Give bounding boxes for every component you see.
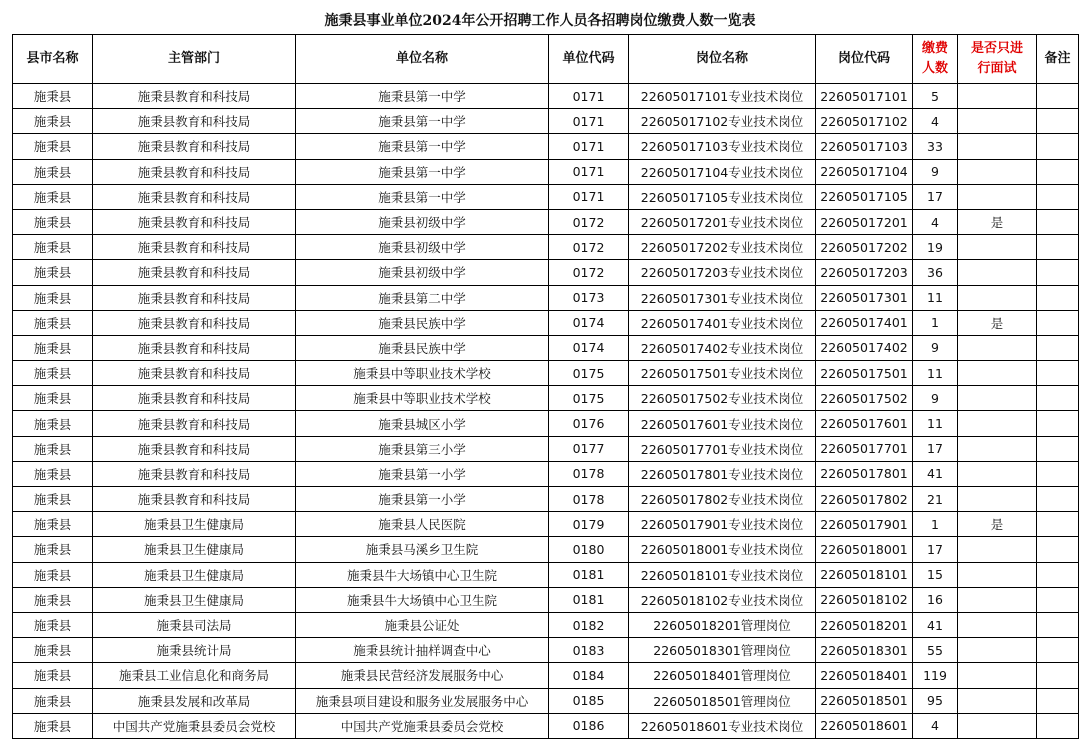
table-row xyxy=(13,235,1079,260)
cell-remarks xyxy=(1037,134,1079,159)
cell-county: 施秉县 xyxy=(13,487,93,512)
cell-county: 施秉县 xyxy=(13,663,93,688)
cell-unit-name: 施秉县中等职业技术学校 xyxy=(296,386,549,411)
cell-post-name: 22605017103专业技术岗位 xyxy=(629,134,816,159)
cell-department: 施秉县教育和科技局 xyxy=(93,209,296,234)
cell-interview-only xyxy=(958,713,1037,738)
header-department: 主管部门 xyxy=(93,35,296,84)
cell-county: 施秉县 xyxy=(13,109,93,134)
cell-county: 施秉县 xyxy=(13,411,93,436)
cell-post-name: 22605018401管理岗位 xyxy=(629,663,816,688)
cell-paid-count: 41 xyxy=(913,612,958,637)
cell-post-name: 22605017101专业技术岗位 xyxy=(629,84,816,109)
cell-interview-only xyxy=(958,612,1037,637)
cell-remarks xyxy=(1037,361,1079,386)
cell-remarks xyxy=(1037,713,1079,738)
cell-department: 施秉县卫生健康局 xyxy=(93,512,296,537)
table-row xyxy=(13,209,1079,234)
cell-interview-only xyxy=(958,487,1037,512)
cell-unit-name: 施秉县第一中学 xyxy=(296,184,549,209)
table-row xyxy=(13,109,1079,134)
cell-post-code: 22605018201 xyxy=(816,612,913,637)
cell-county: 施秉县 xyxy=(13,84,93,109)
cell-paid-count: 21 xyxy=(913,487,958,512)
cell-department: 施秉县教育和科技局 xyxy=(93,487,296,512)
cell-remarks xyxy=(1037,235,1079,260)
cell-post-code: 22605017402 xyxy=(816,335,913,360)
cell-unit-name: 施秉县初级中学 xyxy=(296,260,549,285)
cell-interview-only xyxy=(958,436,1037,461)
cell-interview-only: 是 xyxy=(958,310,1037,335)
cell-paid-count: 9 xyxy=(913,159,958,184)
cell-county: 施秉县 xyxy=(13,159,93,184)
cell-county: 施秉县 xyxy=(13,612,93,637)
cell-remarks xyxy=(1037,109,1079,134)
cell-interview-only xyxy=(958,361,1037,386)
table-row xyxy=(13,184,1079,209)
table-row xyxy=(13,587,1079,612)
table-row xyxy=(13,84,1079,109)
cell-county: 施秉县 xyxy=(13,285,93,310)
cell-department: 施秉县工业信息化和商务局 xyxy=(93,663,296,688)
cell-paid-count: 17 xyxy=(913,537,958,562)
cell-department: 施秉县发展和改革局 xyxy=(93,688,296,713)
table-row xyxy=(13,285,1079,310)
cell-department: 施秉县教育和科技局 xyxy=(93,134,296,159)
cell-interview-only xyxy=(958,235,1037,260)
cell-paid-count: 41 xyxy=(913,461,958,486)
cell-unit-code: 0171 xyxy=(549,84,629,109)
cell-post-name: 22605017202专业技术岗位 xyxy=(629,235,816,260)
cell-remarks xyxy=(1037,512,1079,537)
table-row xyxy=(13,260,1079,285)
cell-interview-only xyxy=(958,411,1037,436)
cell-post-code: 22605017201 xyxy=(816,209,913,234)
cell-unit-name: 施秉县初级中学 xyxy=(296,209,549,234)
cell-department: 施秉县教育和科技局 xyxy=(93,260,296,285)
cell-post-name: 22605018601专业技术岗位 xyxy=(629,713,816,738)
cell-remarks xyxy=(1037,562,1079,587)
cell-unit-name: 施秉县公证处 xyxy=(296,612,549,637)
cell-post-name: 22605017801专业技术岗位 xyxy=(629,461,816,486)
cell-unit-code: 0173 xyxy=(549,285,629,310)
table-row xyxy=(13,487,1079,512)
cell-post-code: 22605018101 xyxy=(816,562,913,587)
cell-interview-only xyxy=(958,109,1037,134)
cell-remarks xyxy=(1037,285,1079,310)
cell-unit-code: 0182 xyxy=(549,612,629,637)
cell-post-code: 22605017102 xyxy=(816,109,913,134)
cell-unit-code: 0180 xyxy=(549,537,629,562)
cell-unit-name: 施秉县牛大场镇中心卫生院 xyxy=(296,562,549,587)
cell-unit-code: 0185 xyxy=(549,688,629,713)
cell-post-name: 22605017701专业技术岗位 xyxy=(629,436,816,461)
cell-interview-only xyxy=(958,386,1037,411)
cell-department: 施秉县统计局 xyxy=(93,638,296,663)
table-row xyxy=(13,310,1079,335)
cell-county: 施秉县 xyxy=(13,184,93,209)
cell-interview-only xyxy=(958,537,1037,562)
cell-paid-count: 17 xyxy=(913,436,958,461)
cell-remarks xyxy=(1037,688,1079,713)
cell-interview-only xyxy=(958,260,1037,285)
cell-remarks xyxy=(1037,587,1079,612)
cell-remarks xyxy=(1037,386,1079,411)
cell-paid-count: 15 xyxy=(913,562,958,587)
cell-interview-only xyxy=(958,688,1037,713)
cell-unit-name: 施秉县第三小学 xyxy=(296,436,549,461)
cell-unit-code: 0175 xyxy=(549,386,629,411)
table-row xyxy=(13,411,1079,436)
cell-county: 施秉县 xyxy=(13,260,93,285)
cell-unit-code: 0179 xyxy=(549,512,629,537)
cell-post-code: 22605017203 xyxy=(816,260,913,285)
table-row xyxy=(13,537,1079,562)
cell-remarks xyxy=(1037,209,1079,234)
cell-county: 施秉县 xyxy=(13,562,93,587)
cell-unit-name: 施秉县牛大场镇中心卫生院 xyxy=(296,587,549,612)
cell-interview-only xyxy=(958,285,1037,310)
table-row xyxy=(13,612,1079,637)
cell-paid-count: 4 xyxy=(913,109,958,134)
cell-paid-count: 4 xyxy=(913,209,958,234)
table-header-row xyxy=(13,35,1079,84)
cell-paid-count: 1 xyxy=(913,310,958,335)
cell-department: 施秉县教育和科技局 xyxy=(93,184,296,209)
cell-post-code: 22605017101 xyxy=(816,84,913,109)
cell-post-name: 22605017301专业技术岗位 xyxy=(629,285,816,310)
cell-post-name: 22605017105专业技术岗位 xyxy=(629,184,816,209)
cell-county: 施秉县 xyxy=(13,713,93,738)
cell-interview-only xyxy=(958,184,1037,209)
cell-post-code: 22605017202 xyxy=(816,235,913,260)
cell-post-name: 22605017102专业技术岗位 xyxy=(629,109,816,134)
cell-post-name: 22605018001专业技术岗位 xyxy=(629,537,816,562)
cell-post-code: 22605018301 xyxy=(816,638,913,663)
cell-department: 施秉县卫生健康局 xyxy=(93,587,296,612)
cell-post-code: 22605017105 xyxy=(816,184,913,209)
cell-unit-name: 施秉县中等职业技术学校 xyxy=(296,361,549,386)
cell-post-name: 22605017401专业技术岗位 xyxy=(629,310,816,335)
cell-remarks xyxy=(1037,487,1079,512)
cell-unit-name: 施秉县第一中学 xyxy=(296,134,549,159)
cell-post-name: 22605018501管理岗位 xyxy=(629,688,816,713)
cell-county: 施秉县 xyxy=(13,461,93,486)
cell-remarks xyxy=(1037,159,1079,184)
cell-unit-code: 0172 xyxy=(549,235,629,260)
cell-post-name: 22605017402专业技术岗位 xyxy=(629,335,816,360)
header-paid-count-text: 缴费人数 xyxy=(921,41,948,76)
cell-post-code: 22605017901 xyxy=(816,512,913,537)
header-post-name: 岗位名称 xyxy=(629,35,816,84)
cell-remarks xyxy=(1037,84,1079,109)
cell-post-name: 22605017104专业技术岗位 xyxy=(629,159,816,184)
cell-post-code: 22605017801 xyxy=(816,461,913,486)
table-row xyxy=(13,461,1079,486)
cell-unit-code: 0181 xyxy=(549,587,629,612)
cell-county: 施秉县 xyxy=(13,134,93,159)
table-row xyxy=(13,713,1079,738)
table-row xyxy=(13,512,1079,537)
cell-post-code: 22605018001 xyxy=(816,537,913,562)
cell-paid-count: 36 xyxy=(913,260,958,285)
cell-interview-only xyxy=(958,461,1037,486)
cell-department: 施秉县教育和科技局 xyxy=(93,310,296,335)
table-body xyxy=(13,84,1079,739)
cell-unit-name: 施秉县第一中学 xyxy=(296,84,549,109)
cell-unit-code: 0178 xyxy=(549,487,629,512)
header-post-code: 岗位代码 xyxy=(816,35,913,84)
cell-unit-name: 施秉县第一小学 xyxy=(296,461,549,486)
cell-paid-count: 16 xyxy=(913,587,958,612)
cell-paid-count: 9 xyxy=(913,386,958,411)
table-row xyxy=(13,361,1079,386)
cell-post-name: 22605018301管理岗位 xyxy=(629,638,816,663)
cell-unit-code: 0186 xyxy=(549,713,629,738)
cell-remarks xyxy=(1037,612,1079,637)
cell-unit-name: 施秉县第一小学 xyxy=(296,487,549,512)
cell-unit-name: 施秉县民族中学 xyxy=(296,335,549,360)
header-remarks: 备注 xyxy=(1037,35,1079,84)
table-row xyxy=(13,335,1079,360)
cell-post-name: 22605018201管理岗位 xyxy=(629,612,816,637)
cell-post-name: 22605017901专业技术岗位 xyxy=(629,512,816,537)
cell-paid-count: 9 xyxy=(913,335,958,360)
cell-paid-count: 17 xyxy=(913,184,958,209)
cell-department: 施秉县司法局 xyxy=(93,612,296,637)
cell-post-code: 22605017104 xyxy=(816,159,913,184)
table-row xyxy=(13,562,1079,587)
cell-county: 施秉县 xyxy=(13,638,93,663)
table-row xyxy=(13,663,1079,688)
header-interview-only-text: 是否只进行面试 xyxy=(970,41,1023,76)
cell-department: 施秉县教育和科技局 xyxy=(93,411,296,436)
cell-remarks xyxy=(1037,335,1079,360)
cell-post-code: 22605017502 xyxy=(816,386,913,411)
cell-unit-name: 施秉县城区小学 xyxy=(296,411,549,436)
cell-post-name: 22605017203专业技术岗位 xyxy=(629,260,816,285)
cell-unit-name: 施秉县第二中学 xyxy=(296,285,549,310)
cell-department: 施秉县教育和科技局 xyxy=(93,335,296,360)
cell-county: 施秉县 xyxy=(13,361,93,386)
cell-county: 施秉县 xyxy=(13,688,93,713)
cell-post-name: 22605018101专业技术岗位 xyxy=(629,562,816,587)
cell-unit-code: 0172 xyxy=(549,260,629,285)
cell-interview-only xyxy=(958,159,1037,184)
cell-interview-only: 是 xyxy=(958,512,1037,537)
cell-county: 施秉县 xyxy=(13,512,93,537)
cell-unit-code: 0174 xyxy=(549,310,629,335)
cell-department: 施秉县教育和科技局 xyxy=(93,159,296,184)
cell-county: 施秉县 xyxy=(13,537,93,562)
cell-interview-only xyxy=(958,638,1037,663)
cell-county: 施秉县 xyxy=(13,310,93,335)
cell-remarks xyxy=(1037,184,1079,209)
cell-paid-count: 119 xyxy=(913,663,958,688)
cell-unit-code: 0174 xyxy=(549,335,629,360)
cell-unit-name: 施秉县民族中学 xyxy=(296,310,549,335)
cell-department: 施秉县卫生健康局 xyxy=(93,562,296,587)
cell-unit-name: 施秉县第一中学 xyxy=(296,109,549,134)
cell-post-code: 22605017601 xyxy=(816,411,913,436)
cell-paid-count: 95 xyxy=(913,688,958,713)
cell-unit-code: 0172 xyxy=(549,209,629,234)
header-unit-name: 单位名称 xyxy=(296,35,549,84)
cell-department: 施秉县教育和科技局 xyxy=(93,386,296,411)
cell-remarks xyxy=(1037,537,1079,562)
cell-unit-code: 0183 xyxy=(549,638,629,663)
cell-post-code: 22605017501 xyxy=(816,361,913,386)
cell-unit-name: 中国共产党施秉县委员会党校 xyxy=(296,713,549,738)
table-row xyxy=(13,134,1079,159)
cell-interview-only xyxy=(958,84,1037,109)
cell-post-name: 22605017502专业技术岗位 xyxy=(629,386,816,411)
header-paid-count xyxy=(913,35,958,84)
cell-department: 施秉县教育和科技局 xyxy=(93,361,296,386)
cell-paid-count: 11 xyxy=(913,361,958,386)
cell-paid-count: 55 xyxy=(913,638,958,663)
cell-post-code: 22605017301 xyxy=(816,285,913,310)
cell-post-code: 22605018102 xyxy=(816,587,913,612)
cell-department: 施秉县教育和科技局 xyxy=(93,436,296,461)
cell-department: 施秉县教育和科技局 xyxy=(93,235,296,260)
cell-unit-code: 0175 xyxy=(549,361,629,386)
cell-post-name: 22605017601专业技术岗位 xyxy=(629,411,816,436)
cell-unit-name: 施秉县初级中学 xyxy=(296,235,549,260)
fee-count-table xyxy=(12,34,1079,739)
cell-unit-code: 0171 xyxy=(549,134,629,159)
cell-post-name: 22605018102专业技术岗位 xyxy=(629,587,816,612)
cell-post-name: 22605017802专业技术岗位 xyxy=(629,487,816,512)
cell-interview-only xyxy=(958,562,1037,587)
cell-unit-code: 0178 xyxy=(549,461,629,486)
cell-post-code: 22605018401 xyxy=(816,663,913,688)
cell-department: 施秉县教育和科技局 xyxy=(93,109,296,134)
cell-county: 施秉县 xyxy=(13,335,93,360)
cell-paid-count: 1 xyxy=(913,512,958,537)
cell-unit-name: 施秉县项目建设和服务业发展服务中心 xyxy=(296,688,549,713)
cell-post-code: 22605018601 xyxy=(816,713,913,738)
header-county: 县市名称 xyxy=(13,35,93,84)
cell-paid-count: 11 xyxy=(913,285,958,310)
cell-county: 施秉县 xyxy=(13,386,93,411)
cell-paid-count: 5 xyxy=(913,84,958,109)
cell-remarks xyxy=(1037,663,1079,688)
header-interview-only xyxy=(958,35,1037,84)
header-unit-code: 单位代码 xyxy=(549,35,629,84)
cell-remarks xyxy=(1037,260,1079,285)
cell-remarks xyxy=(1037,638,1079,663)
cell-post-code: 22605018501 xyxy=(816,688,913,713)
cell-interview-only xyxy=(958,587,1037,612)
cell-paid-count: 33 xyxy=(913,134,958,159)
cell-remarks xyxy=(1037,436,1079,461)
table-row xyxy=(13,688,1079,713)
cell-paid-count: 19 xyxy=(913,235,958,260)
cell-paid-count: 11 xyxy=(913,411,958,436)
table-row xyxy=(13,159,1079,184)
cell-county: 施秉县 xyxy=(13,235,93,260)
cell-department: 中国共产党施秉县委员会党校 xyxy=(93,713,296,738)
table-row xyxy=(13,638,1079,663)
cell-unit-code: 0177 xyxy=(549,436,629,461)
cell-department: 施秉县卫生健康局 xyxy=(93,537,296,562)
cell-post-code: 22605017401 xyxy=(816,310,913,335)
cell-unit-name: 施秉县统计抽样调查中心 xyxy=(296,638,549,663)
cell-paid-count: 4 xyxy=(913,713,958,738)
cell-interview-only: 是 xyxy=(958,209,1037,234)
cell-interview-only xyxy=(958,134,1037,159)
cell-post-code: 22605017701 xyxy=(816,436,913,461)
cell-unit-code: 0171 xyxy=(549,184,629,209)
cell-post-code: 22605017103 xyxy=(816,134,913,159)
cell-unit-code: 0184 xyxy=(549,663,629,688)
cell-county: 施秉县 xyxy=(13,436,93,461)
cell-county: 施秉县 xyxy=(13,209,93,234)
cell-post-name: 22605017201专业技术岗位 xyxy=(629,209,816,234)
cell-remarks xyxy=(1037,461,1079,486)
cell-county: 施秉县 xyxy=(13,587,93,612)
cell-interview-only xyxy=(958,663,1037,688)
cell-unit-name: 施秉县人民医院 xyxy=(296,512,549,537)
cell-unit-code: 0176 xyxy=(549,411,629,436)
table-row xyxy=(13,386,1079,411)
cell-unit-name: 施秉县马溪乡卫生院 xyxy=(296,537,549,562)
cell-department: 施秉县教育和科技局 xyxy=(93,461,296,486)
cell-unit-name: 施秉县第一中学 xyxy=(296,159,549,184)
cell-department: 施秉县教育和科技局 xyxy=(93,84,296,109)
table-row xyxy=(13,436,1079,461)
page-title: 施秉县事业单位2024年公开招聘工作人员各招聘岗位缴费人数一览表 xyxy=(324,13,756,29)
cell-post-name: 22605017501专业技术岗位 xyxy=(629,361,816,386)
cell-remarks xyxy=(1037,310,1079,335)
cell-post-code: 22605017802 xyxy=(816,487,913,512)
cell-unit-code: 0171 xyxy=(549,109,629,134)
cell-unit-code: 0171 xyxy=(549,159,629,184)
cell-remarks xyxy=(1037,411,1079,436)
cell-unit-code: 0181 xyxy=(549,562,629,587)
cell-unit-name: 施秉县民营经济发展服务中心 xyxy=(296,663,549,688)
cell-department: 施秉县教育和科技局 xyxy=(93,285,296,310)
cell-interview-only xyxy=(958,335,1037,360)
